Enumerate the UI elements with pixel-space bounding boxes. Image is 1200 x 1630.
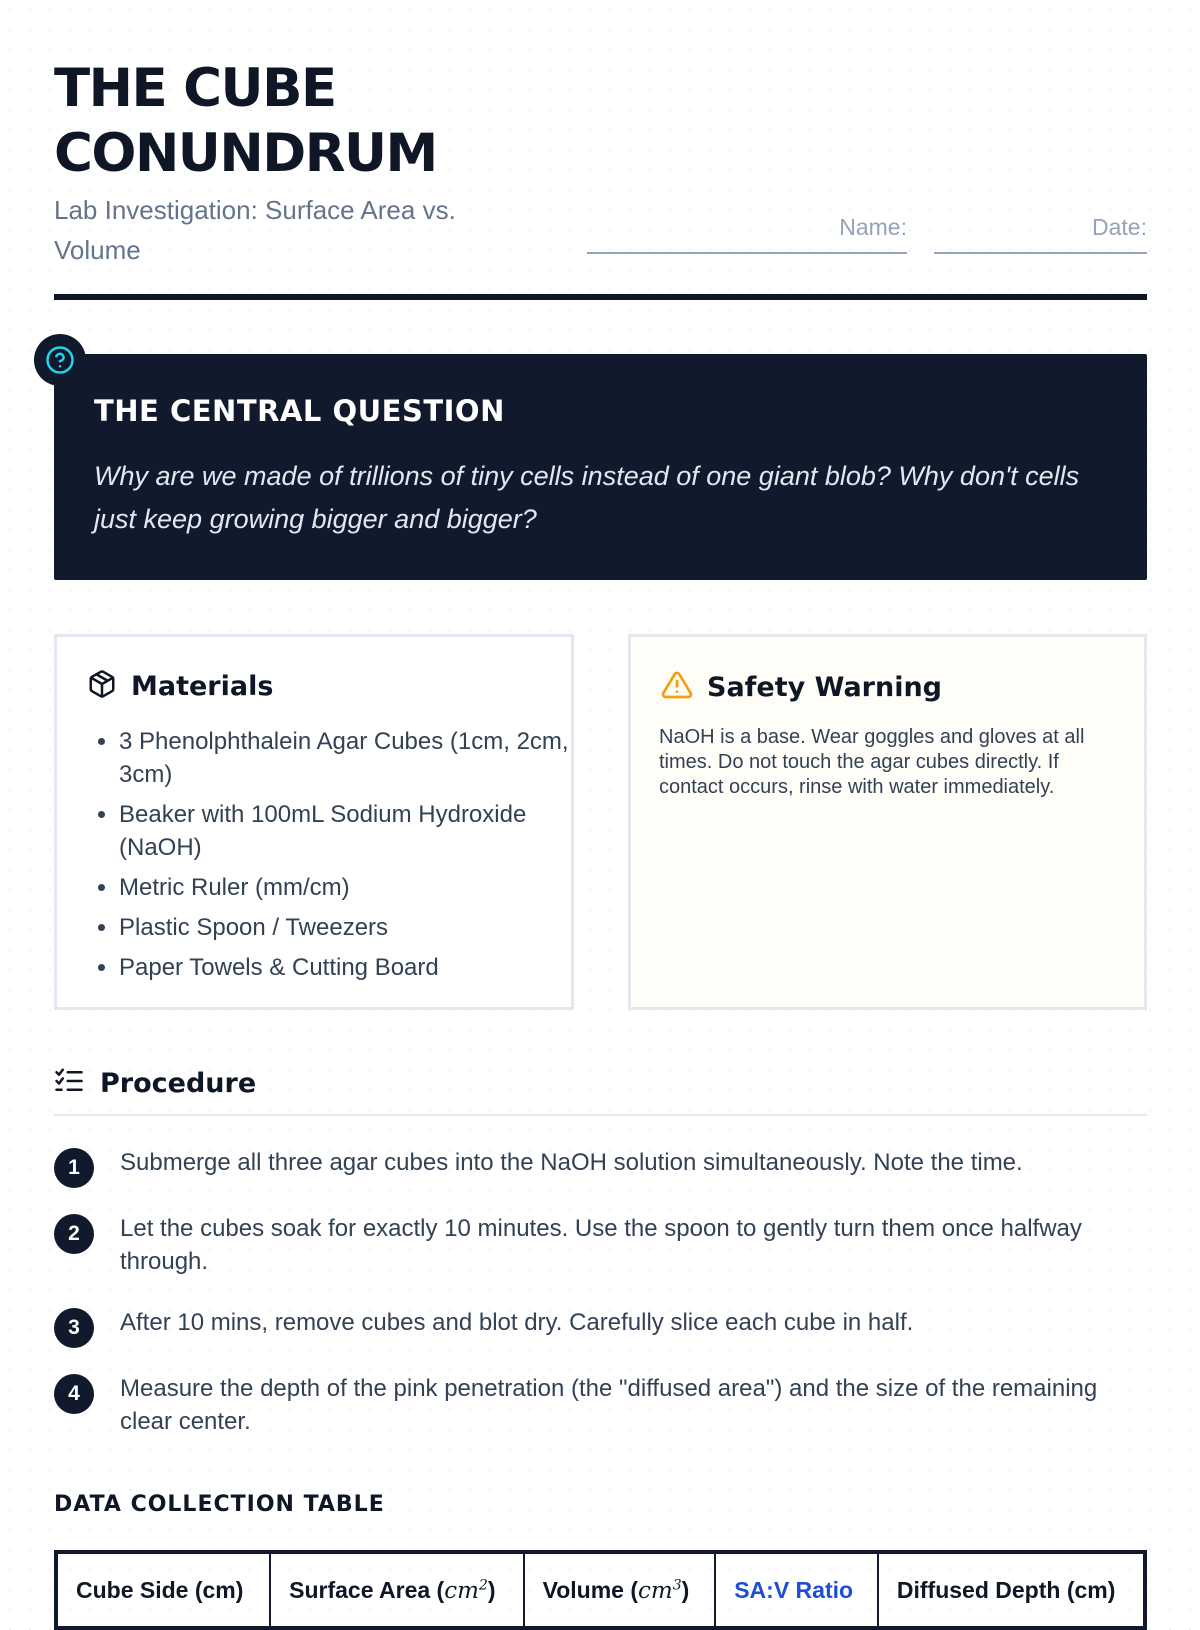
materials-title: Materials	[131, 671, 274, 702]
materials-item: • Plastic Spoon / Tweezers	[119, 911, 579, 944]
safety-title: Safety Warning	[707, 672, 943, 703]
materials-card	[54, 634, 574, 1010]
col-sa-v-ratio: SA:V Ratio	[715, 1552, 878, 1628]
data-table-title: DATA COLLECTION TABLE	[54, 1492, 385, 1517]
title-line-2: CONUNDRUM	[54, 123, 437, 184]
step-number: 1	[54, 1148, 94, 1188]
question-circle-icon	[34, 334, 86, 386]
cube-icon	[87, 669, 117, 704]
step-text: Measure the depth of the pink penetration (the "diffused area") and the size of the remaining clear center.	[120, 1375, 1098, 1435]
materials-item: • Paper Towels & Cutting Board	[119, 951, 579, 984]
materials-list	[85, 725, 579, 991]
central-question-text: Why are we made of trillions of tiny cells instead of one giant blob? Why don't cells just keep growing bigger and bigger?	[94, 461, 1080, 534]
page-subtitle: Lab Investigation: Surface Area vs. Volume	[54, 195, 456, 265]
date-label: Date:	[1092, 214, 1147, 240]
col-volume: Volume $(cm^3)$	[524, 1552, 716, 1628]
safety-card	[628, 634, 1147, 1010]
step-number: 3	[54, 1308, 94, 1348]
date-field[interactable]	[934, 212, 1147, 254]
materials-item: • Beaker with 100mL Sodium Hydroxide (NaOH)	[119, 798, 579, 864]
checklist-icon	[54, 1066, 84, 1101]
step-number: 4	[54, 1374, 94, 1414]
col-diffused-depth: Diffused Depth (cm)	[896, 1576, 1116, 1603]
materials-item: • Metric Ruler (mm/cm)	[119, 871, 579, 904]
table-header-row	[56, 1552, 1145, 1628]
step-number: 2	[54, 1214, 94, 1254]
warning-triangle-icon	[661, 669, 693, 706]
central-question-box	[54, 354, 1147, 580]
materials-item: • 3 Phenolphthalein Agar Cubes (1cm, 2cm, 3cm)	[119, 725, 579, 791]
procedure-header	[54, 1066, 256, 1101]
step-text: After 10 mins, remove cubes and blot dry. Carefully slice each cube in half.	[120, 1309, 914, 1336]
col-surface-area: Surface Area $(cm^2)$	[270, 1552, 524, 1628]
col-cube-side: Cube Side (cm)	[56, 1552, 270, 1628]
procedure-title: Procedure	[100, 1068, 257, 1099]
step-text: Let the cubes soak for exactly 10 minutes. Use the spoon to gently turn them once halfway through.	[120, 1215, 1082, 1275]
materials-header	[87, 669, 273, 704]
name-field[interactable]	[587, 212, 907, 254]
procedure-divider	[54, 1114, 1147, 1116]
page-title	[54, 56, 614, 186]
title-line-1: THE CUBE	[54, 58, 336, 119]
step-text: Submerge all three agar cubes into the NaOH solution simultaneously. Note the time.	[120, 1149, 1023, 1176]
header-divider	[54, 294, 1147, 300]
safety-text: NaOH is a base. Wear goggles and gloves at all times. Do not touch the agar cubes directly. If contact occurs, rinse with water immediately.	[659, 726, 1085, 798]
name-label: Name:	[839, 214, 907, 240]
safety-header	[661, 669, 942, 706]
central-question-title: THE CENTRAL QUESTION	[94, 394, 505, 428]
data-collection-table	[54, 1550, 1147, 1630]
